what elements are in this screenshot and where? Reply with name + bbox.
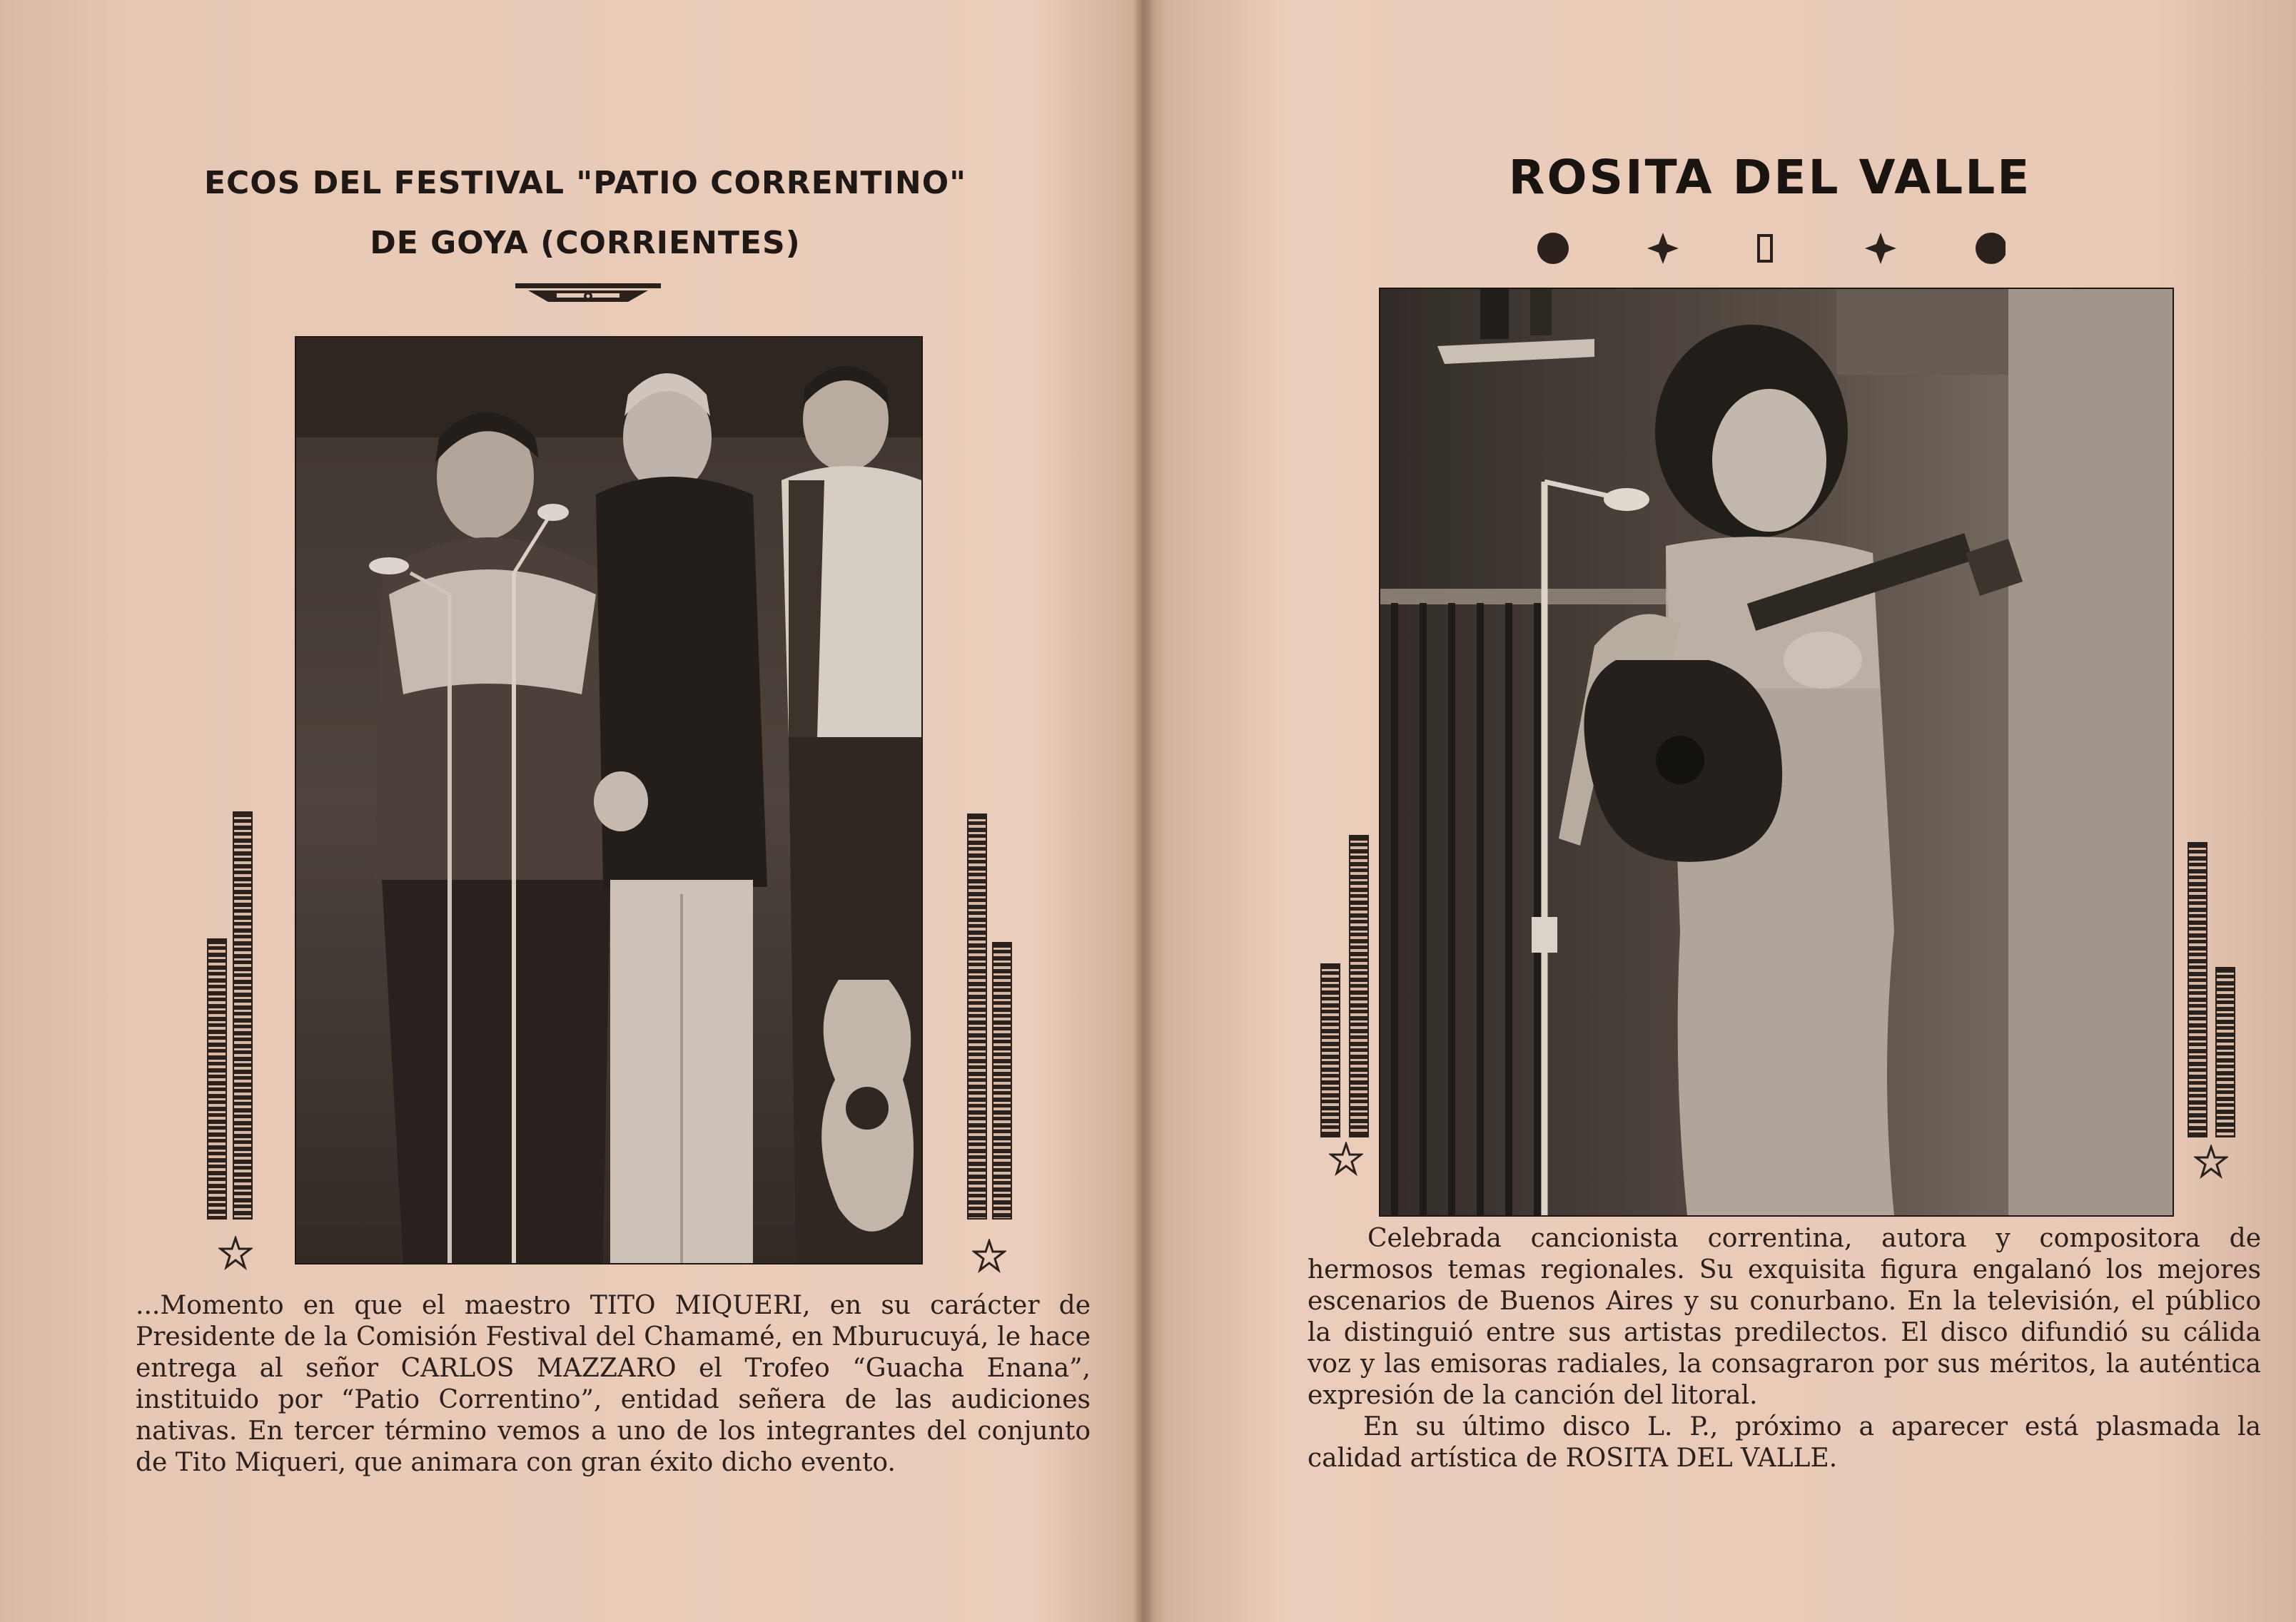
photo-caption: ...Momento en que el maestro TITO MIQUERI, en su carácter de Presidente de la Comisión Festival del Chamamé, en Mburucuyá, le hace entrega al señor CARLOS MAZZARO el Trofeo “Guacha Enana”, instituido por “Patio Correntino”, entidad señera de las audiciones nativas. En tercer término vemos a uno de los integrantes del conjunto de Tito Miqueri, que animara con gran éxito dicho evento. xyxy=(136,1291,1091,1477)
star-ornament-icon xyxy=(218,1236,253,1270)
decorative-border-strip xyxy=(992,942,1012,1220)
festival-photo xyxy=(296,338,921,1263)
decorative-border-strip xyxy=(2215,967,2235,1137)
left-page xyxy=(0,0,1142,1622)
decorative-border-strip xyxy=(967,813,987,1220)
decorative-ornament-row xyxy=(1520,227,2006,270)
heading-line-2: DE GOYA (CORRIENTES) xyxy=(370,225,801,261)
right-page-heading: ROSITA DEL VALLE xyxy=(1508,150,2032,205)
biography-paragraph-1: Celebrada cancionista correntina, autora y compositora de hermosos temas regionales. Su exquisita figura engalanó los mejores escenarios de Buenos Aires y su conurbano. En la televisión, el público la distinguió entre sus artistas predilectos. El disco difundió su cálida voz y las emisoras radiales, la consagraron por sus méritos, la auténtica expresión de la canción del litoral. xyxy=(1308,1224,2261,1410)
biography-paragraph-2: En su último disco L. P., próximo a aparecer está plasmada la calidad artística de ROSITA DEL VALLE. xyxy=(1308,1412,2261,1473)
left-page-heading xyxy=(143,153,1028,273)
rosita-del-valle-photo xyxy=(1380,289,2173,1215)
biography-text xyxy=(1308,1223,2261,1474)
decorative-border-strip xyxy=(233,811,253,1220)
star-ornament-icon xyxy=(2194,1145,2228,1179)
decorative-border-strip xyxy=(1349,835,1369,1137)
decorative-border-strip xyxy=(1320,963,1340,1137)
star-ornament-icon xyxy=(1329,1142,1363,1176)
decorative-border-strip xyxy=(2188,842,2208,1137)
decorative-bar-ornament xyxy=(514,280,662,309)
star-ornament-icon xyxy=(972,1239,1006,1273)
heading-line-1: ECOS DEL FESTIVAL "PATIO CORRENTINO" xyxy=(203,165,967,201)
decorative-border-strip xyxy=(207,938,227,1220)
